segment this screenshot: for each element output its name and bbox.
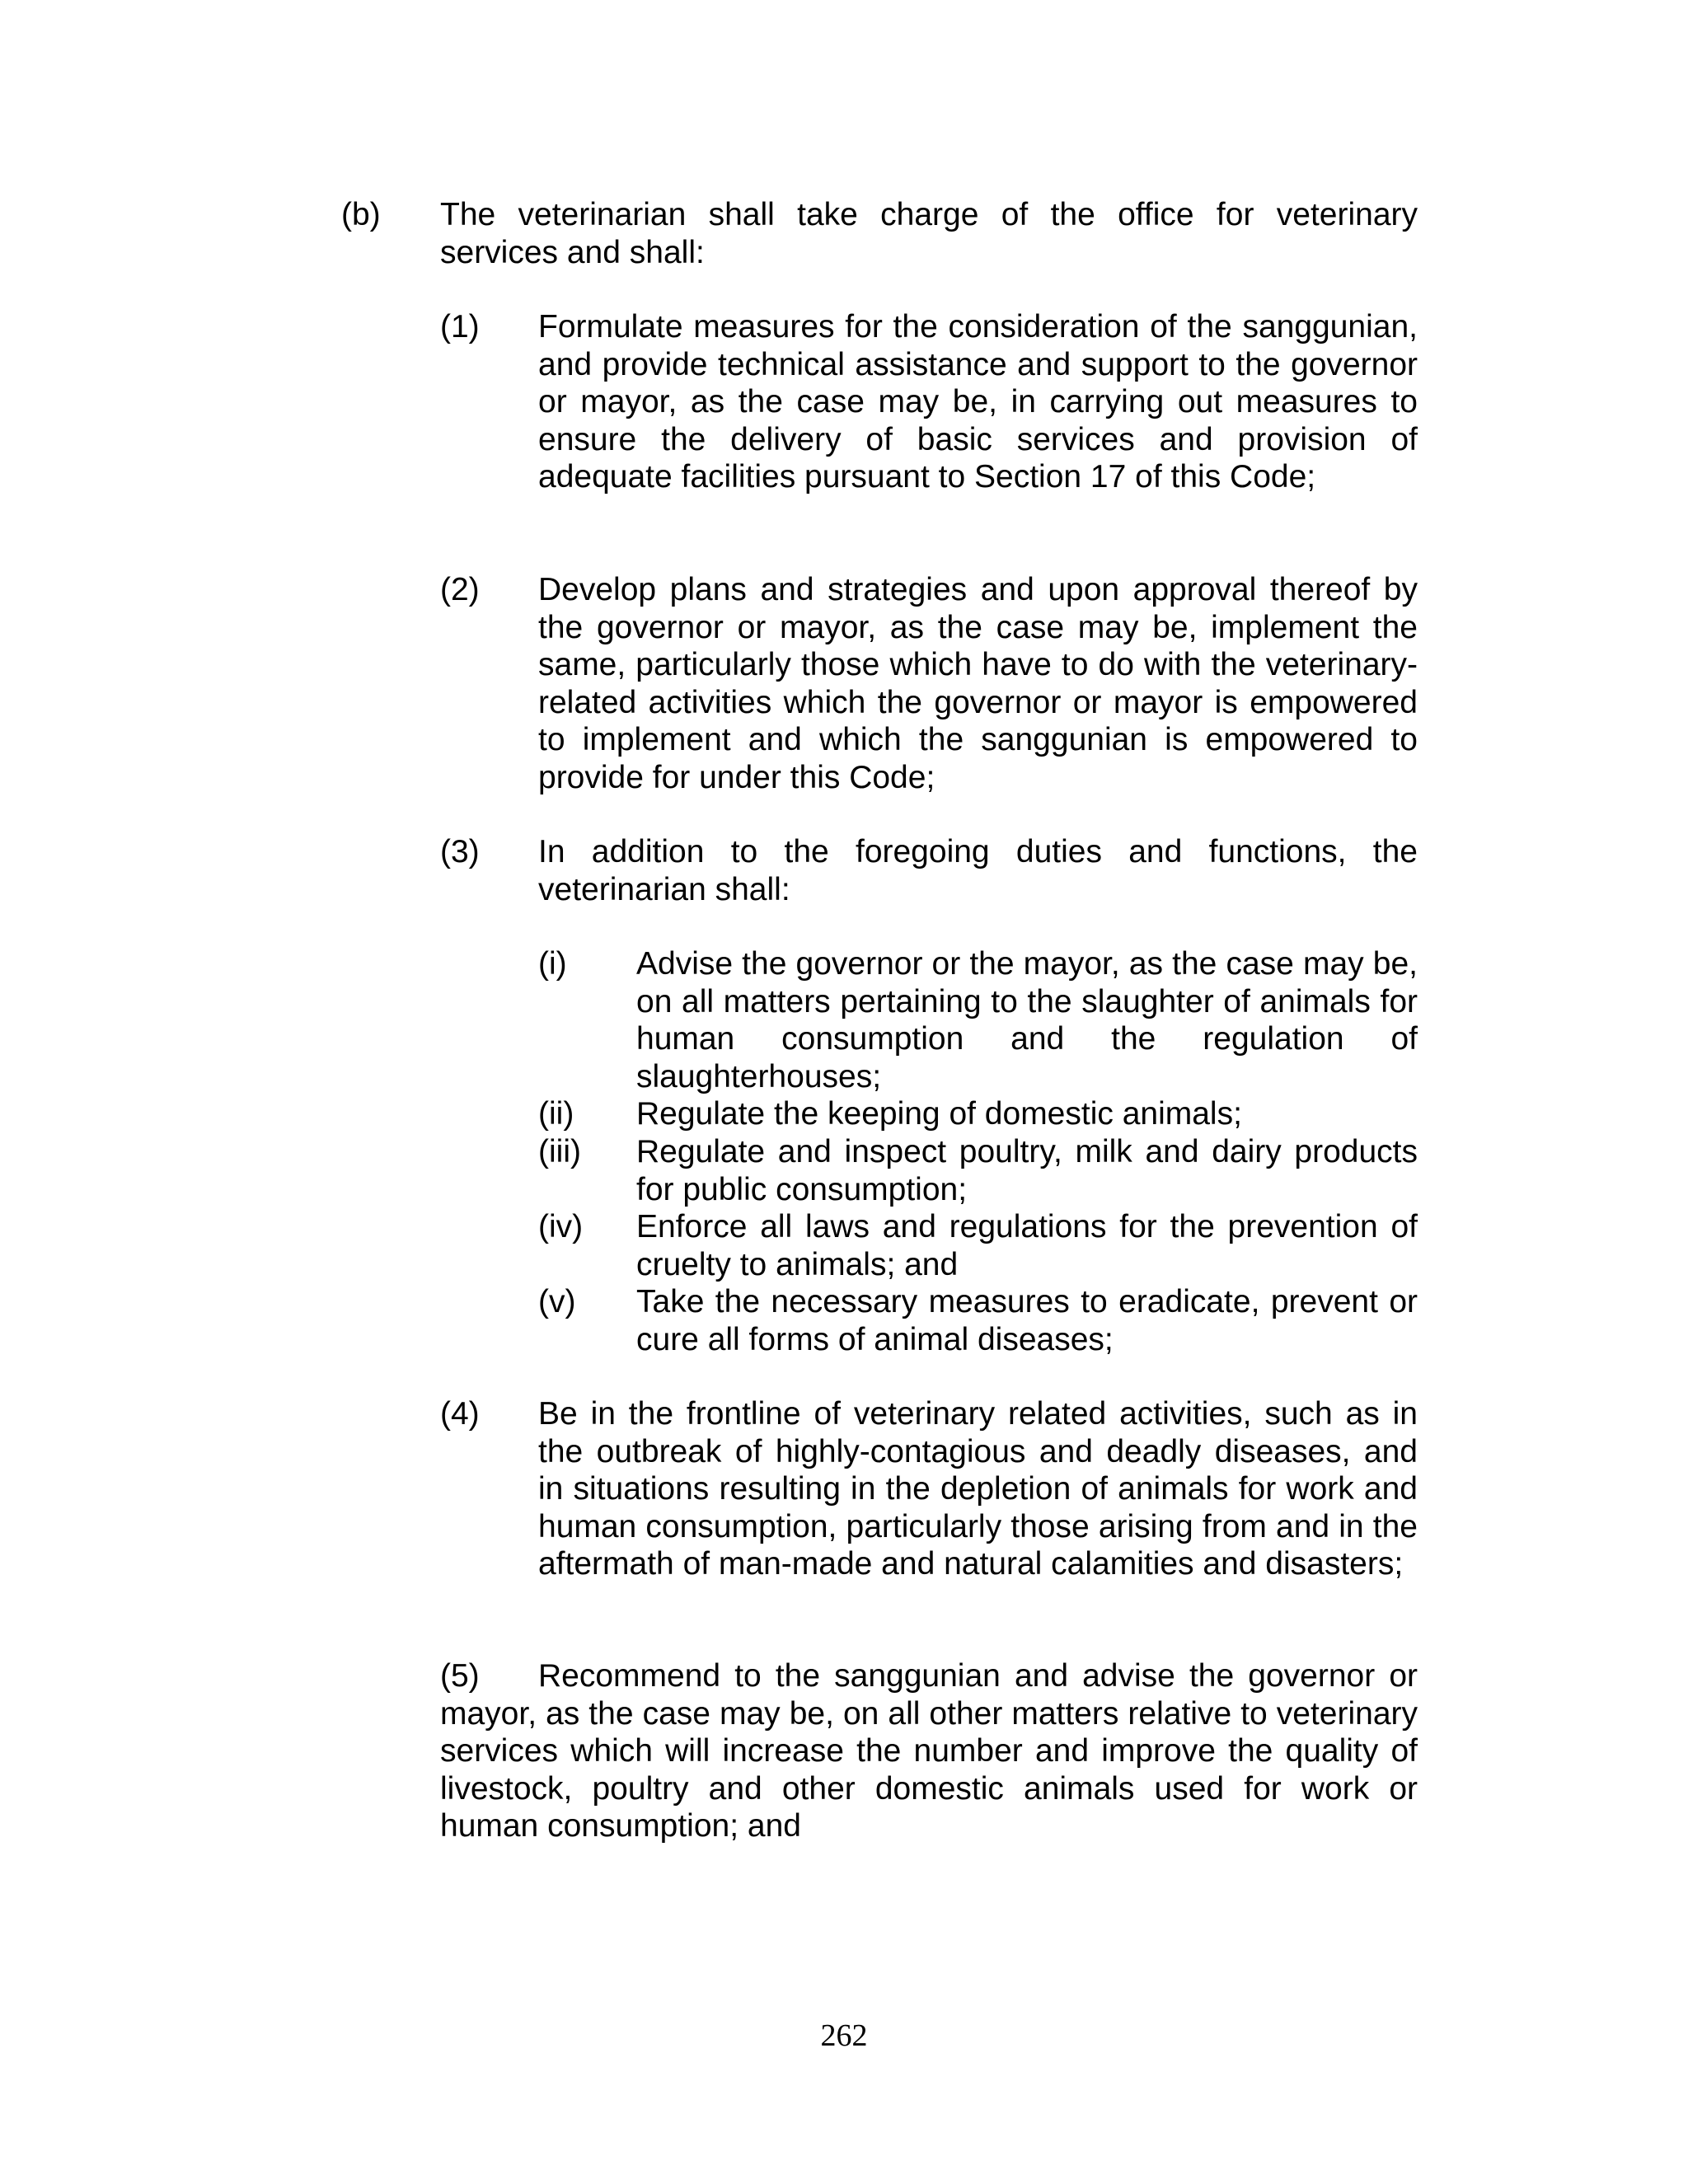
item-5-text: Recommend to the sanggunian and advise the governor or mayor, as the case may be, on all other matters relative to veterinary services which will increase the number and improve the quality of livestock, poultry and other domestic animals used for work or human consumption; and bbox=[440, 1658, 1418, 1844]
item-1-label: (1) bbox=[440, 309, 480, 344]
item-5-paragraph bbox=[440, 1657, 1418, 1845]
subitem-iii-text: Regulate and inspect poultry, milk and dairy products for public consumption; bbox=[636, 1134, 1418, 1207]
subitem-i-label: (i) bbox=[538, 946, 567, 982]
item-5-label: (5) bbox=[440, 1658, 480, 1694]
section-b-text: The veterinarian shall take charge of the office for veterinary services and shall: bbox=[440, 197, 1418, 270]
item-4-text: Be in the frontline of veterinary related activities, such as in the outbreak of highly-contagious and deadly diseases, and in situations resulting in the depletion of animals for work and human consumption, particularly those arising from and in the aftermath of man-made and natural calamities and disasters; bbox=[538, 1396, 1418, 1582]
item-3-text: In addition to the foregoing duties and functions, the veterinarian shall: bbox=[538, 834, 1418, 907]
page-number: 262 bbox=[820, 2018, 868, 2053]
item-2-text: Develop plans and strategies and upon approval thereof by the governor or mayor, as the case may be, implement the same, particularly those which have to do with the veterinary-related activities which the governor or mayor is empowered to implement and which the sanggunian is empowered to provide for under this Code; bbox=[538, 572, 1418, 795]
item-3-label: (3) bbox=[440, 834, 480, 869]
subitem-iii-label: (iii) bbox=[538, 1134, 581, 1169]
subitem-ii-label: (ii) bbox=[538, 1096, 574, 1132]
subitem-iv-label: (iv) bbox=[538, 1209, 584, 1244]
item-1-text: Formulate measures for the consideration of the sanggunian, and provide technical assistance and support to the governor or mayor, as the case may be, in carrying out measures to ensure the delivery of basic services and provision of adequate facilities pursuant to Section 17 of this Code; bbox=[538, 309, 1418, 495]
subitem-ii-text: Regulate the keeping of domestic animals; bbox=[636, 1096, 1242, 1132]
subitem-iv-text: Enforce all laws and regulations for the prevention of cruelty to animals; and bbox=[636, 1209, 1418, 1282]
item-4-label: (4) bbox=[440, 1396, 480, 1432]
subitem-v-label: (v) bbox=[538, 1284, 576, 1319]
item-2-label: (2) bbox=[440, 572, 480, 607]
section-b-label: (b) bbox=[341, 197, 381, 232]
subitem-v-text: Take the necessary measures to eradicate, prevent or cure all forms of animal diseases; bbox=[636, 1284, 1418, 1357]
subitem-i-text: Advise the governor or the mayor, as the case may be, on all matters pertaining to the slaughter of animals for human consumption and the regulation of slaughterhouses; bbox=[636, 946, 1418, 1094]
